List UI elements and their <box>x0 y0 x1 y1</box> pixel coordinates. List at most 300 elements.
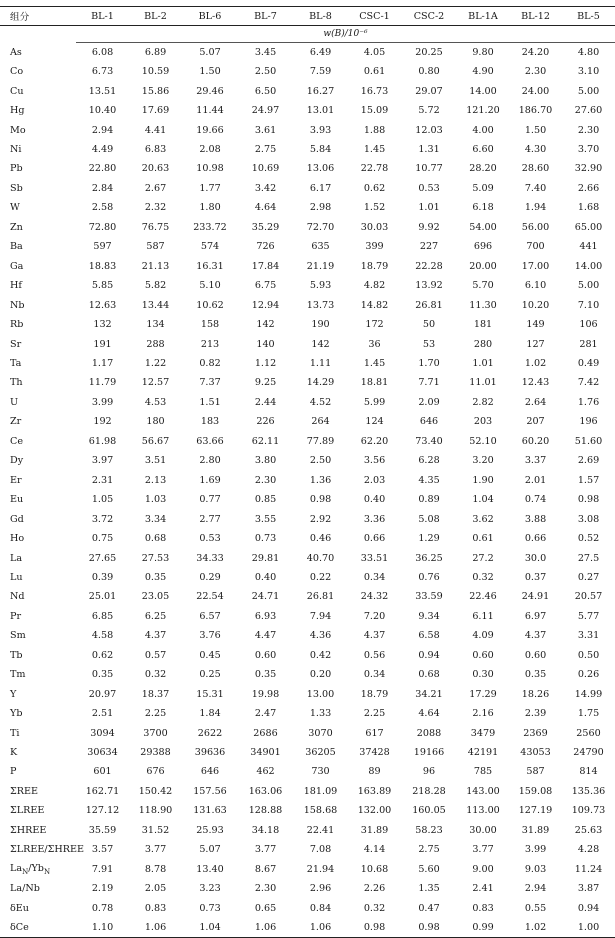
cell-value: 10.59 <box>141 66 170 78</box>
cell-value: 9.03 <box>524 863 547 875</box>
cell-value: 0.46 <box>309 533 332 545</box>
cell-value: 5.08 <box>418 513 440 525</box>
cell-value: 186.70 <box>518 105 553 117</box>
cell-value: 3479 <box>470 727 496 739</box>
cell-value: 6.18 <box>472 202 494 214</box>
cell-value: 6.17 <box>309 182 332 194</box>
row-label: Eu <box>10 494 24 506</box>
cell-value: 22.78 <box>360 163 389 175</box>
cell-value: 3.34 <box>144 513 167 525</box>
cell-value: 7.42 <box>577 377 600 389</box>
cell-value: 3.51 <box>144 455 167 467</box>
cell-value: 0.56 <box>363 649 386 661</box>
cell-value: 19.98 <box>251 688 280 700</box>
cell-value: 6.58 <box>418 630 440 642</box>
row-label: La <box>10 552 23 564</box>
cell-value: 34.33 <box>196 552 224 564</box>
cell-value: 0.32 <box>472 571 494 583</box>
cell-value: 163.06 <box>248 785 283 797</box>
cell-value: 3.72 <box>91 513 114 525</box>
cell-value: 3.61 <box>254 124 277 136</box>
cell-value: 196 <box>579 416 598 428</box>
cell-value: 12.03 <box>415 124 443 136</box>
cell-value: 7.40 <box>524 182 547 194</box>
cell-value: 24.91 <box>521 591 550 603</box>
cell-value: 635 <box>311 241 330 253</box>
cell-value: 132 <box>93 319 112 331</box>
cell-value: 730 <box>311 766 330 778</box>
cell-value: 6.93 <box>254 610 277 622</box>
cell-value: 1.84 <box>199 708 221 720</box>
cell-value: 27.60 <box>574 105 603 117</box>
cell-value: 399 <box>365 241 384 253</box>
cell-value: 0.98 <box>401 918 457 937</box>
cell-value: 77.89 <box>306 435 335 447</box>
cell-value: 7.59 <box>309 66 332 78</box>
cell-value: 163.89 <box>357 785 392 797</box>
cell-value: 22.28 <box>415 260 443 272</box>
cell-value: 2.13 <box>144 474 167 486</box>
cell-value: 3.70 <box>577 143 600 155</box>
column-header-sample: BL-12 <box>509 7 562 26</box>
cell-value: 1.69 <box>199 474 221 486</box>
cell-value: 13.01 <box>306 105 335 117</box>
cell-value: 62.20 <box>360 435 389 447</box>
cell-value: 7.91 <box>91 863 114 875</box>
cell-value: 8.67 <box>254 863 277 875</box>
cell-value: 0.26 <box>577 669 600 681</box>
cell-value: 10.40 <box>88 105 117 117</box>
table-row <box>0 626 615 645</box>
cell-value: 0.98 <box>348 918 401 937</box>
cell-value: 0.74 <box>524 494 547 506</box>
cell-value: 27.5 <box>577 552 600 564</box>
cell-value: 20.25 <box>415 46 443 58</box>
cell-value: 106 <box>579 319 598 331</box>
table-row <box>0 159 615 178</box>
cell-value: 2560 <box>576 727 601 739</box>
row-label: Hf <box>10 280 22 292</box>
cell-value: 12.94 <box>251 299 280 311</box>
cell-value: 0.68 <box>418 669 440 681</box>
cell-value: 0.60 <box>254 649 277 661</box>
cell-value: 149 <box>526 319 545 331</box>
row-label: Pb <box>10 163 23 175</box>
cell-value: 18.79 <box>360 688 389 700</box>
cell-value: 30634 <box>87 747 118 759</box>
table-row <box>0 412 615 431</box>
cell-value: 574 <box>200 241 220 253</box>
cell-value: 3.87 <box>577 883 600 895</box>
cell-value: 158.68 <box>303 805 338 817</box>
cell-value: 233.72 <box>193 221 227 233</box>
cell-value: 5.93 <box>309 280 332 292</box>
cell-value: 2.50 <box>309 455 332 467</box>
cell-value: 0.53 <box>199 533 221 545</box>
table-row <box>0 684 615 703</box>
cell-value: 113.00 <box>466 805 500 817</box>
cell-value: 127.19 <box>518 805 553 817</box>
cell-value: 2.16 <box>472 708 494 720</box>
cell-value: 15.31 <box>196 688 224 700</box>
cell-value: 181 <box>473 319 493 331</box>
cell-value: 15.09 <box>360 105 389 117</box>
cell-value: 16.31 <box>196 260 224 272</box>
cell-value: 17.84 <box>251 260 280 272</box>
table-row <box>0 490 615 509</box>
cell-value: 4.14 <box>363 844 386 856</box>
cell-value: 0.98 <box>309 494 332 506</box>
cell-value: 4.47 <box>254 630 277 642</box>
cell-value: 2.30 <box>254 883 277 895</box>
cell-value: 9.80 <box>472 46 494 58</box>
cell-value: 597 <box>93 241 112 253</box>
cell-value: 181.09 <box>303 785 338 797</box>
cell-value: 127.12 <box>85 805 120 817</box>
cell-value: 157.56 <box>193 785 227 797</box>
row-label: Tb <box>10 649 23 661</box>
cell-value: 2.19 <box>91 883 114 895</box>
cell-value: 19166 <box>413 747 445 759</box>
cell-value: 1.52 <box>363 202 386 214</box>
cell-value: 1.11 <box>309 357 332 369</box>
cell-value: 13.92 <box>415 280 443 292</box>
cell-value: 1.29 <box>418 533 440 545</box>
cell-value: 14.99 <box>574 688 603 700</box>
cell-value: 0.29 <box>199 571 221 583</box>
cell-value: 20.57 <box>574 591 603 603</box>
row-label: Ti <box>10 727 20 739</box>
cell-value: 89 <box>368 766 381 778</box>
cell-value: 1.51 <box>199 396 221 408</box>
cell-value: 2.80 <box>199 455 221 467</box>
cell-value: 51.60 <box>574 435 603 447</box>
cell-value: 2.30 <box>577 124 600 136</box>
cell-value: 9.92 <box>418 221 440 233</box>
cell-value: 30.00 <box>469 824 497 836</box>
row-label: Sr <box>10 338 22 350</box>
cell-value: 0.35 <box>524 669 547 681</box>
cell-value: 0.73 <box>199 902 221 914</box>
table-row <box>0 529 615 548</box>
cell-value: 3070 <box>308 727 333 739</box>
cell-value: 63.66 <box>196 435 224 447</box>
cell-value: 3.77 <box>472 844 494 856</box>
table-row <box>0 334 615 353</box>
table-row <box>0 237 615 256</box>
cell-value: 676 <box>146 766 165 778</box>
cell-value: 0.62 <box>91 649 114 661</box>
cell-value: 160.05 <box>412 805 446 817</box>
column-header-sample: CSC-2 <box>401 7 457 26</box>
cell-value: 12.57 <box>141 377 170 389</box>
cell-value: 6.60 <box>472 143 494 155</box>
cell-value: 2686 <box>253 727 278 739</box>
cell-value: 3.97 <box>91 455 114 467</box>
cell-value: 2.66 <box>577 182 600 194</box>
cell-value: 1.03 <box>144 494 167 506</box>
cell-value: 5.85 <box>91 280 114 292</box>
cell-value: 280 <box>473 338 493 350</box>
cell-value: 1.04 <box>182 918 238 937</box>
table-row <box>0 140 615 159</box>
cell-value: 22.54 <box>196 591 224 603</box>
table-row <box>0 782 615 801</box>
cell-value: 0.68 <box>144 533 167 545</box>
cell-value: 29.46 <box>196 85 224 97</box>
cell-value: 0.52 <box>577 533 600 545</box>
cell-value: 2.84 <box>91 182 114 194</box>
cell-value: 2.01 <box>524 474 547 486</box>
cell-value: 10.20 <box>521 299 550 311</box>
cell-value: 3.45 <box>254 46 277 58</box>
cell-value: 0.50 <box>577 649 600 661</box>
cell-value: 2.82 <box>472 396 494 408</box>
cell-value: 4.35 <box>418 474 440 486</box>
header-row <box>0 7 615 26</box>
cell-value: 8.78 <box>144 863 167 875</box>
cell-value: 0.62 <box>363 182 386 194</box>
cell-value: 646 <box>419 416 439 428</box>
cell-value: 124 <box>365 416 384 428</box>
cell-value: 158 <box>200 319 220 331</box>
cell-value: 6.89 <box>144 46 167 58</box>
cell-value: 2.26 <box>363 883 386 895</box>
cell-value: 56.67 <box>141 435 170 447</box>
cell-value: 25.93 <box>196 824 224 836</box>
cell-value: 3.55 <box>254 513 277 525</box>
cell-value: 2.50 <box>254 66 277 78</box>
table-row <box>0 373 615 392</box>
cell-value: 1.94 <box>524 202 547 214</box>
cell-value: 0.83 <box>472 902 494 914</box>
cell-value: 24.97 <box>251 105 280 117</box>
cell-value: 28.20 <box>469 163 497 175</box>
cell-value: 814 <box>579 766 598 778</box>
unit-label: w(B)/10⁻⁶ <box>76 26 615 43</box>
cell-value: 0.85 <box>254 494 277 506</box>
cell-value: 19.66 <box>196 124 224 136</box>
cell-value: 14.00 <box>469 85 497 97</box>
cell-value: 24.20 <box>521 46 550 58</box>
cell-value: 617 <box>365 727 384 739</box>
cell-value: 132.00 <box>357 805 392 817</box>
cell-value: 0.66 <box>524 533 547 545</box>
row-label: Mo <box>10 124 26 136</box>
cell-value: 10.69 <box>251 163 280 175</box>
cell-value: 34901 <box>250 747 281 759</box>
cell-value: 700 <box>526 241 545 253</box>
cell-value: 587 <box>146 241 165 253</box>
cell-value: 14.82 <box>360 299 389 311</box>
row-label: Cu <box>10 85 24 97</box>
row-label: La/Nb <box>10 883 40 895</box>
cell-value: 6.11 <box>472 610 494 622</box>
cell-value: 2.09 <box>418 396 440 408</box>
table-row <box>0 198 615 217</box>
cell-value: 35.29 <box>251 221 280 233</box>
cell-value: 3.76 <box>199 630 221 642</box>
cell-value: 10.77 <box>415 163 443 175</box>
cell-value: 40.70 <box>306 552 335 564</box>
cell-value: 6.49 <box>309 46 332 58</box>
table-row <box>0 821 615 840</box>
cell-value: 10.98 <box>196 163 224 175</box>
table-row <box>0 704 615 723</box>
cell-value: 31.89 <box>360 824 389 836</box>
cell-value: 20.63 <box>141 163 170 175</box>
cell-value: 227 <box>419 241 439 253</box>
cell-value: 14.00 <box>574 260 603 272</box>
table-row <box>0 295 615 314</box>
column-header-sample: BL-1 <box>76 7 129 26</box>
cell-value: 5.77 <box>577 610 600 622</box>
cell-value: 3.57 <box>91 844 114 856</box>
cell-value: 34.21 <box>415 688 443 700</box>
unit-row <box>0 26 615 43</box>
cell-value: 4.37 <box>524 630 547 642</box>
table-row <box>0 81 615 100</box>
cell-value: 18.79 <box>360 260 389 272</box>
cell-value: 25.01 <box>88 591 117 603</box>
cell-value: 35.59 <box>88 824 117 836</box>
cell-value: 42191 <box>467 747 499 759</box>
column-header-sample: BL-8 <box>293 7 348 26</box>
cell-value: 11.01 <box>469 377 497 389</box>
cell-value: 1.22 <box>144 357 167 369</box>
cell-value: 2088 <box>416 727 442 739</box>
cell-value: 5.07 <box>199 46 221 58</box>
table-row <box>0 665 615 684</box>
cell-value: 22.80 <box>88 163 117 175</box>
cell-value: 72.80 <box>88 221 117 233</box>
column-header-sample: CSC-1 <box>348 7 401 26</box>
column-header-sample: BL-5 <box>562 7 615 26</box>
cell-value: 2.25 <box>363 708 386 720</box>
cell-value: 20.00 <box>469 260 497 272</box>
cell-value: 0.94 <box>577 902 600 914</box>
cell-value: 0.32 <box>144 669 167 681</box>
cell-value: 21.94 <box>306 863 335 875</box>
cell-value: 3.56 <box>363 455 386 467</box>
cell-value: 11.30 <box>469 299 497 311</box>
row-label: δCe <box>0 918 76 937</box>
cell-value: 4.41 <box>144 124 167 136</box>
row-label: $La_N/Yb_N$ <box>10 862 51 876</box>
row-label: Nd <box>10 591 25 603</box>
cell-value: 4.30 <box>524 143 547 155</box>
cell-value: 36.25 <box>415 552 443 564</box>
cell-value: 1.31 <box>418 143 440 155</box>
cell-value: 4.37 <box>144 630 167 642</box>
cell-value: 7.37 <box>199 377 221 389</box>
cell-value: 31.89 <box>521 824 550 836</box>
cell-value: 5.82 <box>144 280 167 292</box>
cell-value: 134 <box>146 319 165 331</box>
cell-value: 13.73 <box>306 299 335 311</box>
cell-value: 726 <box>256 241 275 253</box>
cell-value: 1.77 <box>199 182 221 194</box>
cell-value: 2.75 <box>418 844 440 856</box>
cell-value: 3.31 <box>577 630 600 642</box>
row-label: U <box>10 396 19 408</box>
cell-value: 118.90 <box>138 805 173 817</box>
cell-value: 127 <box>526 338 545 350</box>
cell-value: 32.90 <box>574 163 603 175</box>
table-row <box>0 451 615 470</box>
cell-value: 226 <box>256 416 275 428</box>
cell-value: 3.36 <box>363 513 386 525</box>
cell-value: 462 <box>256 766 275 778</box>
cell-value: 0.99 <box>457 918 509 937</box>
cell-value: 0.39 <box>91 571 114 583</box>
cell-value: 5.00 <box>577 280 600 292</box>
cell-value: 13.40 <box>196 863 224 875</box>
cell-value: 20.97 <box>88 688 117 700</box>
cell-value: 2.64 <box>524 396 547 408</box>
row-label: Ni <box>10 143 22 155</box>
cell-value: 4.64 <box>254 202 277 214</box>
cell-value: 15.86 <box>141 85 170 97</box>
cell-value: 5.00 <box>577 85 600 97</box>
table-row <box>0 315 615 334</box>
cell-value: 587 <box>526 766 545 778</box>
cell-value: 1.05 <box>91 494 114 506</box>
cell-value: 4.90 <box>472 66 494 78</box>
cell-value: 18.26 <box>521 688 550 700</box>
cell-value: 1.01 <box>472 357 494 369</box>
cell-value: 26.81 <box>415 299 443 311</box>
row-label: δEu <box>10 902 29 914</box>
cell-value: 6.83 <box>144 143 167 155</box>
cell-value: 0.40 <box>363 494 386 506</box>
cell-value: 3.88 <box>524 513 547 525</box>
cell-value: 0.49 <box>577 357 600 369</box>
cell-value: 31.52 <box>141 824 170 836</box>
cell-value: 24.32 <box>360 591 389 603</box>
cell-value: 6.85 <box>91 610 114 622</box>
cell-value: 1.06 <box>238 918 293 937</box>
cell-value: 4.09 <box>472 630 494 642</box>
row-label: Hg <box>10 105 25 117</box>
cell-value: 2369 <box>523 727 548 739</box>
cell-value: 34.18 <box>251 824 280 836</box>
cell-value: 37428 <box>359 747 390 759</box>
cell-value: 0.78 <box>91 902 114 914</box>
cell-value: 3.62 <box>472 513 494 525</box>
table-row <box>0 840 615 859</box>
cell-value: 21.19 <box>306 260 335 272</box>
cell-value: 6.10 <box>524 280 547 292</box>
cell-value: 191 <box>93 338 112 350</box>
cell-value: 27.65 <box>88 552 117 564</box>
cell-value: 0.53 <box>418 182 440 194</box>
cell-value: 9.25 <box>254 377 277 389</box>
cell-value: 1.33 <box>309 708 332 720</box>
cell-value: 52.10 <box>469 435 497 447</box>
cell-value: 3.23 <box>199 883 221 895</box>
cell-value: 142 <box>311 338 330 350</box>
table-row <box>0 256 615 275</box>
cell-value: 213 <box>200 338 220 350</box>
cell-value: 131.63 <box>193 805 227 817</box>
cell-value: 6.08 <box>91 46 114 58</box>
row-label: Dy <box>10 455 24 467</box>
cell-value: 3.80 <box>254 455 277 467</box>
cell-value: 0.76 <box>418 571 440 583</box>
cell-value: 53 <box>422 338 436 350</box>
cell-value: 0.34 <box>363 669 386 681</box>
